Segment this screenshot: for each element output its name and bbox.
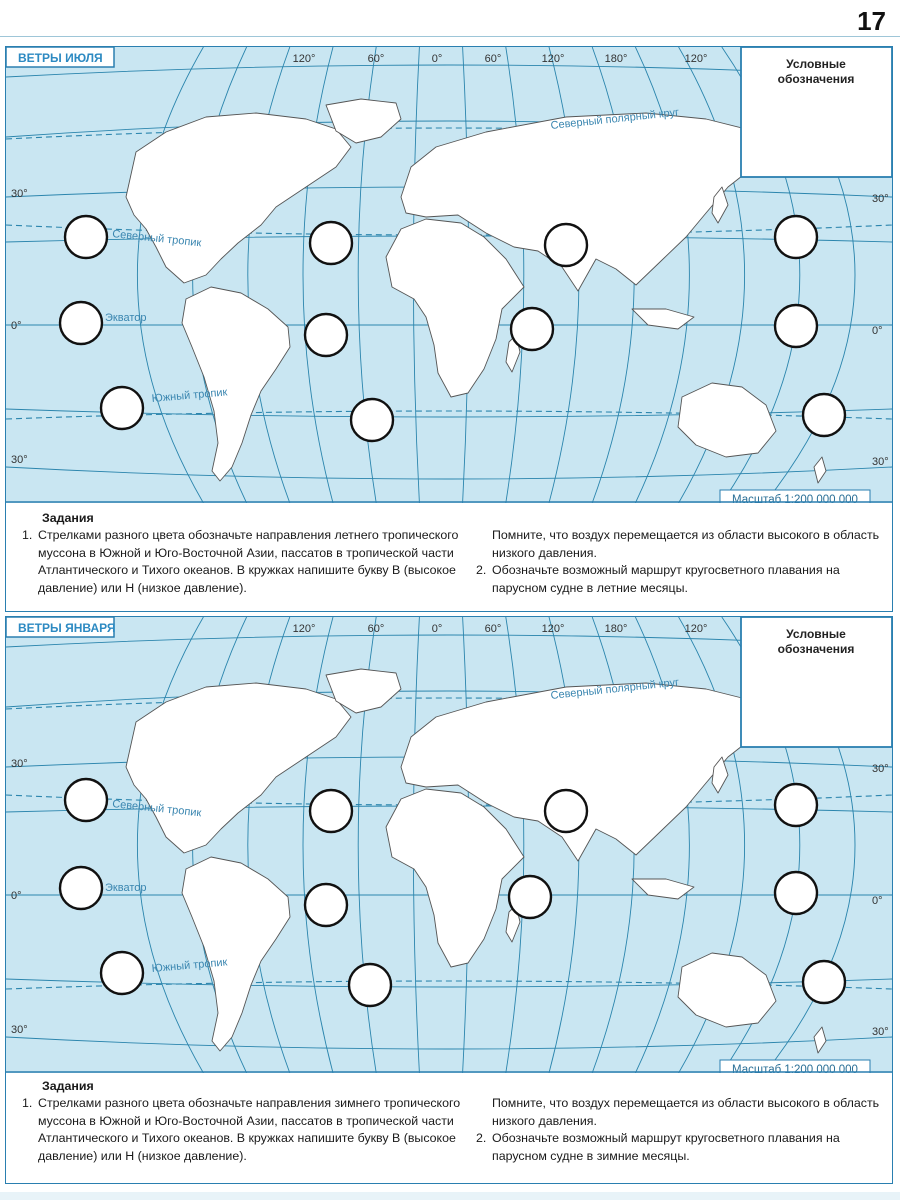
pressure-circle-input[interactable] bbox=[101, 952, 143, 994]
latitude-label: 30° bbox=[11, 188, 28, 200]
equator-label: Экватор bbox=[105, 312, 147, 324]
pressure-circle-input[interactable] bbox=[305, 884, 347, 926]
latitude-label: 0° bbox=[11, 890, 22, 902]
pressure-circle-input[interactable] bbox=[65, 779, 107, 821]
latitude-label: 30° bbox=[872, 193, 889, 205]
equator-label: Экватор bbox=[105, 882, 147, 894]
tropic-north-label: Северный тропик bbox=[111, 798, 202, 820]
pressure-circle-input[interactable] bbox=[775, 872, 817, 914]
map-january bbox=[6, 617, 892, 1073]
pressure-circle-input[interactable] bbox=[511, 308, 553, 350]
pressure-circle-input[interactable] bbox=[775, 784, 817, 826]
map-scale: Масштаб 1:200 000 000 bbox=[732, 494, 858, 503]
task-1-number: 1. bbox=[22, 1096, 33, 1110]
pressure-circle-input[interactable] bbox=[101, 387, 143, 429]
pressure-circle-input[interactable] bbox=[803, 394, 845, 436]
legend-title: обозначения bbox=[777, 72, 855, 86]
longitude-label: 60° bbox=[367, 623, 385, 635]
pressure-circle-input[interactable] bbox=[310, 222, 352, 264]
map-scale: Масштаб 1:200 000 000 bbox=[732, 1064, 858, 1073]
tasks-heading: Задания bbox=[42, 511, 94, 525]
page-number: 17 bbox=[857, 6, 886, 36]
task-1-text: Стрелками разного цвета обозначьте направления летнего тропического муссона в Южной и Юго-Восточной Азии, пассатов в тропической части Атлантического и Тихого океанов. В кружках напишите букву В (высокое давление) или Н (низкое давление). bbox=[38, 528, 459, 595]
legend-title: обозначения bbox=[777, 642, 855, 656]
tropic-north-label: Северный тропик bbox=[111, 228, 202, 250]
pressure-circle-input[interactable] bbox=[60, 302, 102, 344]
task-1-number: 1. bbox=[22, 528, 33, 542]
task-1 bbox=[22, 1095, 478, 1165]
pressure-circle-input[interactable] bbox=[545, 224, 587, 266]
legend-title: Условные bbox=[786, 627, 846, 641]
tasks-july bbox=[6, 505, 892, 609]
latitude-label: 30° bbox=[11, 454, 28, 466]
pressure-circle-input[interactable] bbox=[509, 876, 551, 918]
longitude-label: 120° bbox=[541, 53, 565, 65]
pressure-circle-input[interactable] bbox=[775, 305, 817, 347]
map-july bbox=[6, 47, 892, 503]
task-1-text: Стрелками разного цвета обозначьте направления зимнего тропического муссона в Южной и Юго-Восточной Азии, пассатов в тропической части Атлантического и Тихого океанов. В кружках напишите букву В (высокое давление) или Н (низкое давление). bbox=[38, 1096, 461, 1163]
world-map bbox=[6, 617, 892, 1073]
task-2-number: 2. bbox=[476, 1131, 487, 1145]
longitude-label: 60° bbox=[484, 53, 502, 65]
task-column-2 bbox=[476, 1095, 886, 1165]
longitude-label: 0° bbox=[431, 623, 443, 635]
latitude-label: 0° bbox=[11, 320, 22, 332]
pressure-circle-input[interactable] bbox=[65, 216, 107, 258]
task-2-text: Обозначьте возможный маршрут кругосветного плавания на парусном судне в зимние месяцы. bbox=[492, 1131, 840, 1163]
longitude-label: 180° bbox=[604, 53, 628, 65]
longitude-label: 180° bbox=[604, 623, 628, 635]
page-bottom-strip bbox=[0, 1192, 900, 1200]
latitude-label: 0° bbox=[872, 325, 883, 337]
tasks-january bbox=[6, 1073, 892, 1181]
pressure-circle-input[interactable] bbox=[351, 399, 393, 441]
longitude-label: 120° bbox=[292, 53, 316, 65]
longitude-label: 60° bbox=[484, 623, 502, 635]
pressure-circle-input[interactable] bbox=[803, 961, 845, 1003]
tropic-south-label: Южный тропик bbox=[151, 386, 228, 405]
map-title: ВЕТРЫ ЯНВАРЯ bbox=[18, 621, 116, 635]
tasks-heading: Задания bbox=[42, 1079, 94, 1093]
panel-january-winds bbox=[5, 616, 893, 1184]
panel-july-winds bbox=[5, 46, 893, 612]
latitude-label: 30° bbox=[872, 456, 889, 468]
longitude-label: 120° bbox=[684, 53, 708, 65]
task-1-continuation: Помните, что воздух перемещается из области высокого в область низкого давления. bbox=[492, 528, 880, 560]
pressure-circle-input[interactable] bbox=[60, 867, 102, 909]
task-1 bbox=[22, 527, 478, 597]
pressure-circle-input[interactable] bbox=[775, 216, 817, 258]
latitude-label: 30° bbox=[11, 758, 28, 770]
latitude-label: 30° bbox=[11, 1024, 28, 1036]
latitude-label: 0° bbox=[872, 895, 883, 907]
longitude-label: 60° bbox=[367, 53, 385, 65]
task-2-number: 2. bbox=[476, 563, 487, 577]
task-1-continuation: Помните, что воздух перемещается из области высокого в область низкого давления. bbox=[492, 1096, 880, 1128]
arctic-circle-label: Северный полярный круг bbox=[550, 676, 680, 702]
legend-title: Условные bbox=[786, 57, 846, 71]
pressure-circle-input[interactable] bbox=[310, 790, 352, 832]
latitude-label: 30° bbox=[872, 763, 889, 775]
longitude-label: 120° bbox=[684, 623, 708, 635]
longitude-label: 120° bbox=[541, 623, 565, 635]
longitude-label: 120° bbox=[292, 623, 316, 635]
world-map bbox=[6, 47, 892, 503]
map-title: ВЕТРЫ ИЮЛЯ bbox=[18, 51, 103, 65]
arctic-circle-label: Северный полярный круг bbox=[550, 106, 680, 132]
pressure-circle-input[interactable] bbox=[545, 790, 587, 832]
task-2-text: Обозначьте возможный маршрут кругосветного плавания на парусном судне в летние месяцы. bbox=[492, 563, 840, 595]
latitude-label: 30° bbox=[872, 1026, 889, 1038]
longitude-label: 0° bbox=[431, 53, 443, 65]
tropic-south-label: Южный тропик bbox=[151, 956, 228, 975]
pressure-circle-input[interactable] bbox=[305, 314, 347, 356]
page-top-rule bbox=[0, 36, 900, 37]
pressure-circle-input[interactable] bbox=[349, 964, 391, 1006]
task-column-2 bbox=[476, 527, 886, 597]
